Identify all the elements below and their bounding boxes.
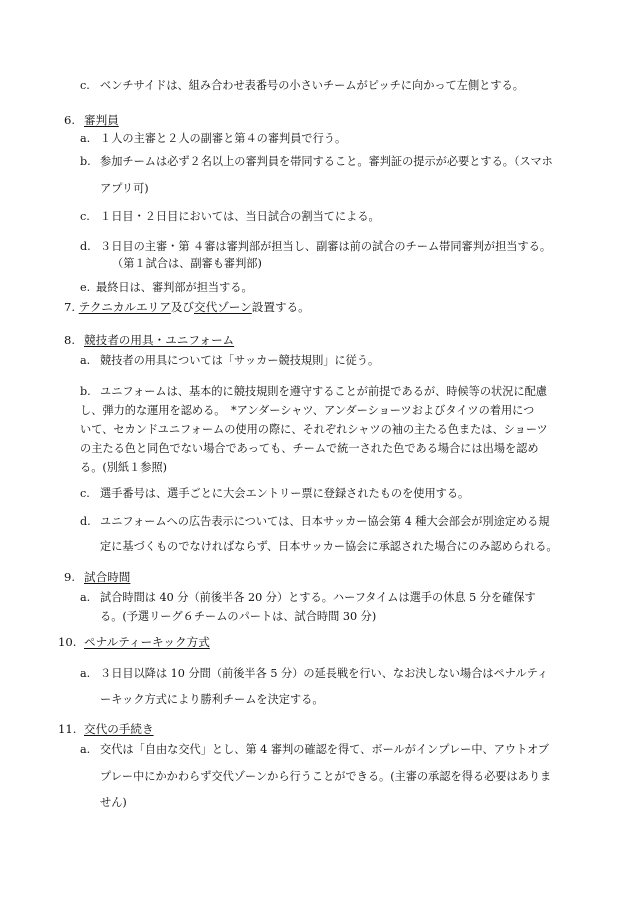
match-time-line2: る。(予選リーグ６チームのパートは、試合時間 30 分) bbox=[100, 610, 377, 623]
item-marker: a. bbox=[80, 743, 91, 756]
uniform-line2: し、弾力的な運用を認める。 *アンダーシャツ、アンダーショーツおよびタイツの着用につ bbox=[80, 404, 535, 417]
item-marker: e. bbox=[80, 281, 91, 294]
substitution-line3: せん) bbox=[100, 796, 127, 809]
section-7-connector: 及び bbox=[170, 300, 195, 314]
section-9-number: 9. bbox=[64, 570, 76, 584]
uniform-line3: いて、セカンドユニフォームの使用の際に、それぞれシャツの袖の主たる色または、ショーツ bbox=[80, 423, 548, 436]
substitution-line1: 交代は「自由な交代」とし、第 4 審判の確認を得て、ボールがインプレー中、アウトオブ bbox=[100, 743, 549, 756]
section-8-title: 競技者の用具・ユニフォーム bbox=[84, 333, 235, 347]
referee-composition-text: １人の主審と２人の副審と第４の審判員で行う。 bbox=[100, 132, 347, 145]
section-7-tail: 設置する。 bbox=[251, 300, 310, 314]
item-marker: b. bbox=[80, 385, 91, 398]
bench-side-text: ベンチサイドは、組み合わせ表番号の小さいチームがピッチに向かって左側とする。 bbox=[100, 79, 524, 92]
section-11-number: 11. bbox=[58, 722, 77, 736]
item-marker: c. bbox=[80, 487, 90, 500]
equipment-rules-text: 競技者の用具については「サッカー競技規則」に従う。 bbox=[100, 354, 380, 367]
section-11-title: 交代の手続き bbox=[84, 722, 154, 736]
section-7-number: 7. bbox=[64, 300, 76, 314]
substitution-zone-term: 交代ゾーン bbox=[194, 300, 252, 314]
referee-final-day-text: 最終日は、審判部が担当する。 bbox=[96, 281, 253, 294]
referee-day1-2-text: １日目・２日目においては、当日試合の割当てによる。 bbox=[100, 210, 380, 223]
player-number-text: 選手番号は、選手ごとに大会エントリー票に登録されたものを使用する。 bbox=[100, 487, 470, 500]
section-6-number: 6. bbox=[64, 113, 76, 127]
referee-day3-line1: ３日目の主審・第 ４審は審判部が担当し、副審は前の試合のチーム帯同審判が担当する。 bbox=[100, 240, 552, 253]
section-10-title: ペナルティーキック方式 bbox=[84, 635, 210, 649]
item-marker: b. bbox=[80, 155, 91, 168]
referee-requirement-line1: 参加チームは必ず２名以上の審判員を帯同すること。審判証の提示が必要とする。（スマホ bbox=[100, 155, 553, 168]
advertising-line1: ユニフォームへの広告表示については、日本サッカー協会第 4 種大会部会が別途定める規 bbox=[100, 515, 550, 528]
item-marker: c. bbox=[80, 79, 90, 92]
uniform-line5: る。(別紙１参照) bbox=[80, 461, 168, 474]
section-6-title: 審判員 bbox=[84, 113, 119, 127]
item-marker: a. bbox=[80, 132, 91, 145]
section-9-title: 試合時間 bbox=[84, 570, 131, 584]
penalty-line2: ーキック方式により勝利チームを決定する。 bbox=[100, 693, 324, 706]
item-marker: d. bbox=[80, 515, 91, 528]
section-8-number: 8. bbox=[64, 333, 76, 347]
penalty-line1: ３日目以降は 10 分間（前後半各 5 分）の延長戦を行い、なお決しない場合はペナルティ bbox=[100, 667, 549, 680]
advertising-line2: 定に基づくものでなければならず、日本サッカー協会に承認された場合にのみ認められる。 bbox=[100, 540, 558, 553]
section-10-number: 10. bbox=[58, 635, 77, 649]
item-marker: a. bbox=[80, 354, 91, 367]
technical-area-term: テクニカルエリア bbox=[78, 300, 171, 314]
uniform-line4: の主たる色と同色でない場合であっても、チームで統一された色である場合には出場を認め bbox=[80, 442, 539, 455]
match-time-line1: 試合時間は 40 分（前後半各 20 分）とする。ハーフタイムは選手の休息 5 分を確保す bbox=[100, 591, 536, 604]
uniform-line1: ユニフォームは、基本的に競技規則を遵守することが前提であるが、時候等の状況に配慮 bbox=[100, 385, 547, 398]
item-marker: a. bbox=[80, 667, 91, 680]
referee-day3-line2: （第１試合は、副審も審判部) bbox=[112, 257, 262, 270]
item-marker: d. bbox=[80, 240, 91, 253]
section-7-line bbox=[64, 302, 310, 314]
referee-requirement-line2: アプリ可) bbox=[100, 182, 149, 195]
substitution-line2: プレー中にかかわらず交代ゾーンから行うことができる。(主審の承認を得る必要はありま bbox=[100, 770, 552, 783]
item-marker: c. bbox=[80, 210, 90, 223]
item-marker: a. bbox=[80, 591, 91, 604]
